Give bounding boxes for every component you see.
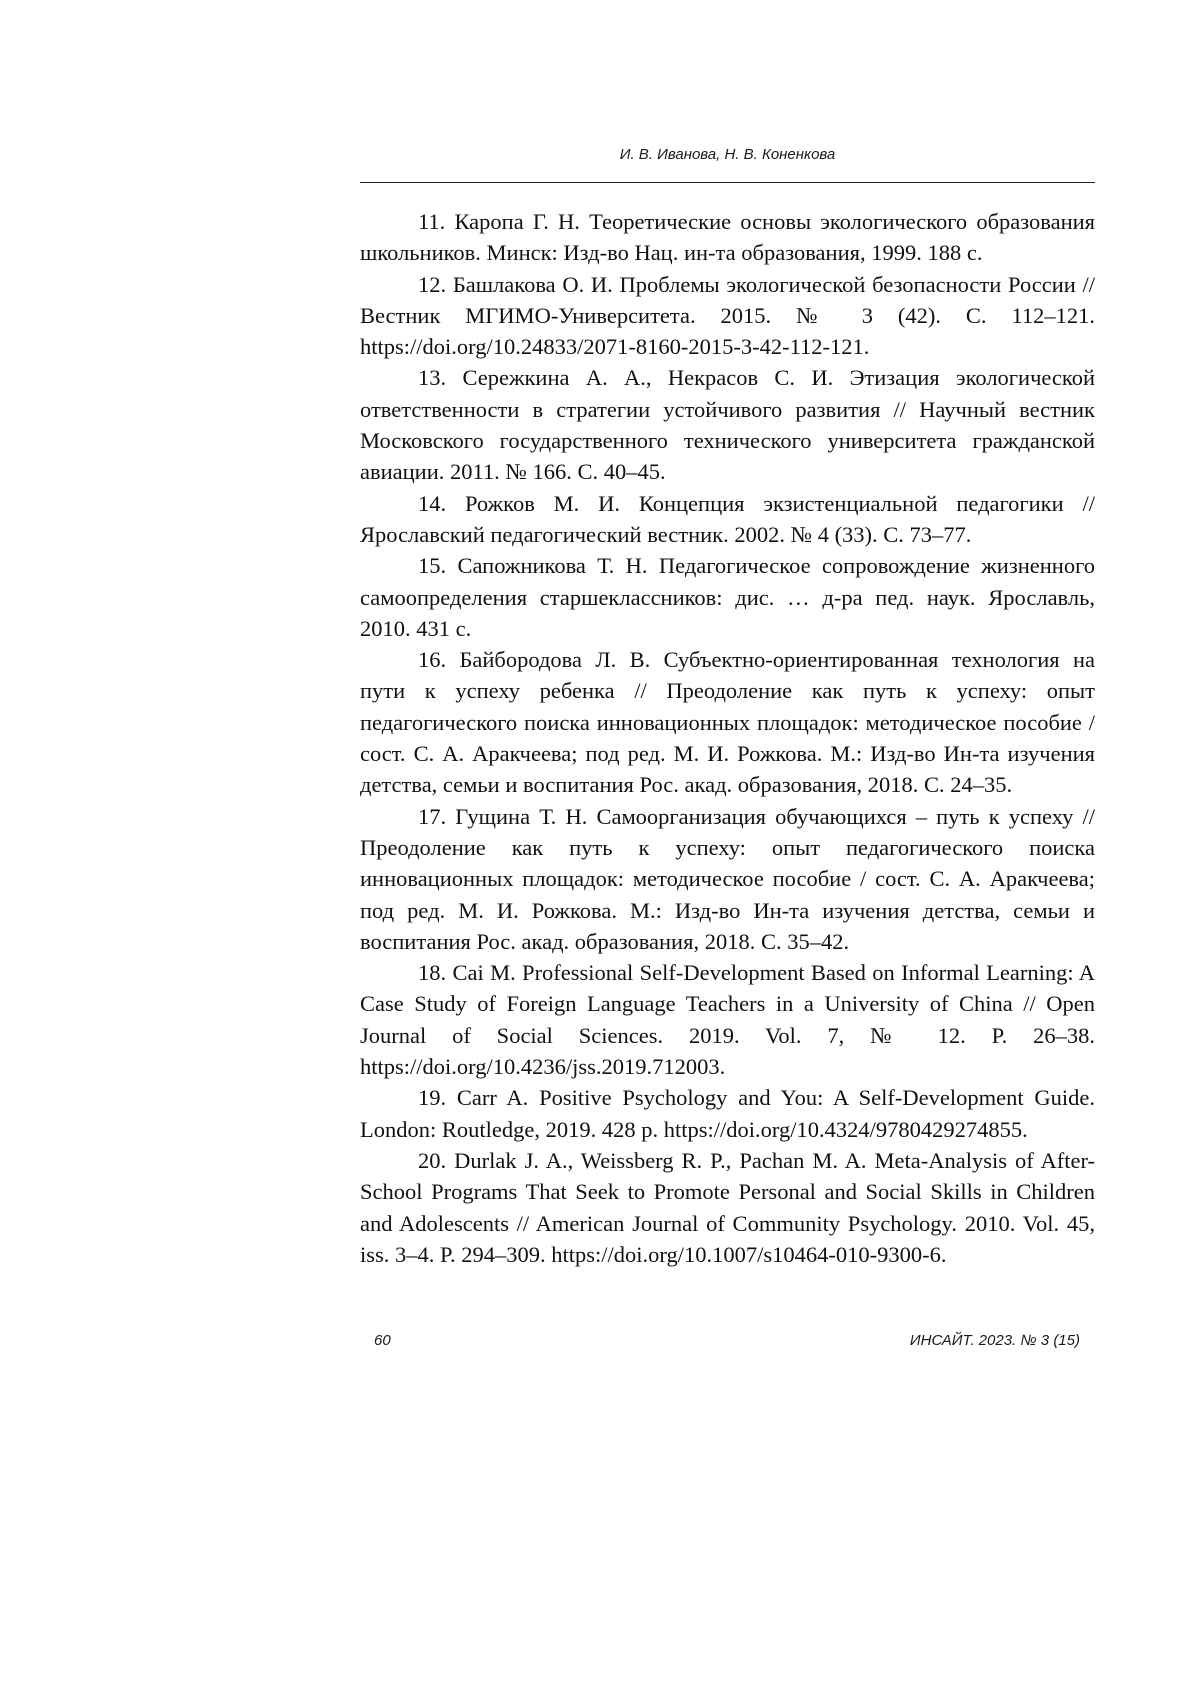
reference-item xyxy=(360,1082,1095,1145)
reference-number: 14. xyxy=(418,490,447,516)
reference-item xyxy=(360,362,1095,487)
reference-text: Durlak J. A., Weissberg R. P., Pachan M. A. Meta-Analysis of After-School Programs That Seek to Promote Personal and Social Skills in Children and Adolescents // American Journal of Community Psychology. 2010. Vol. 45, iss. 3–4. P. 294–309. https://doi.org/10.1007/s10464-010-9300-6. xyxy=(360,1147,1095,1267)
running-head-authors: И. В. Иванова, Н. В. Коненкова xyxy=(619,146,836,163)
reference-item xyxy=(360,206,1095,269)
reference-text: Рожков М. И. Концепция экзистенциальной педагогики // Ярославский педагогический вестник. 2002. № 4 (33). С. 73–77. xyxy=(360,490,1095,547)
reference-number: 20. xyxy=(418,1147,447,1173)
journal-issue: ИНСАЙТ. 2023. № 3 (15) xyxy=(909,1332,1080,1349)
reference-number: 17. xyxy=(418,803,447,829)
reference-text: Carr A. Positive Psychology and You: A Self-Development Guide. London: Routledge, 2019. 428 p. https://doi.org/10.4324/9780429274855. xyxy=(360,1085,1095,1142)
page-number: 60 xyxy=(374,1332,391,1349)
reference-item xyxy=(360,957,1095,1082)
reference-text: Cai M. Professional Self-Development Based on Informal Learning: A Case Study of Foreign Language Teachers in a University of China // Open Journal of Social Sciences. 2019. Vol. 7, № 12. P. 26–38. https://doi.org/10.4236/jss.2019.712003. xyxy=(360,960,1095,1080)
reference-item xyxy=(360,488,1095,551)
reference-item xyxy=(360,1145,1095,1270)
reference-number: 15. xyxy=(418,553,447,579)
reference-text: Башлакова О. И. Проблемы экологической безопасности России // Вестник МГИМО-Университета. 2015. № 3 (42). С. 112–121. https://doi.org/10.24833/2071-8160-2015-3-42-112-121. xyxy=(360,271,1096,360)
reference-number: 19. xyxy=(418,1085,447,1111)
reference-text: Байбородова Л. В. Субъектно-ориентированная технология на пути к успеху ребенка // Преодоление как путь к успеху: опыт педагогического поиска инновационных площадок: методическое пособие / сост. С. А. Аракчеева; под ред. М. И. Рожкова. М.: Изд-во Ин-та изучения детства, семьи и воспитания Рос. акад. образования, 2018. С. 24–35. xyxy=(360,647,1095,798)
reference-text: Гущина Т. Н. Самоорганизация обучающихся – путь к успеху // Преодоление как путь к успеху: опыт педагогического поиска инновационных площадок: методическое пособие / сост. С. А. Аракчеева; под ред. М. И. Рожкова. М.: Изд-во Ин-та изучения детства, семьи и воспитания Рос. акад. образования, 2018. С. 35–42. xyxy=(360,803,1096,954)
reference-item xyxy=(360,644,1095,800)
reference-item xyxy=(360,550,1095,644)
reference-text: Каропа Г. Н. Теоретические основы экологического образования школьников. Минск: Изд-во Нац. ин-та образования, 1999. 188 с. xyxy=(360,209,1096,266)
reference-text: Сапожникова Т. Н. Педагогическое сопровождение жизненного самоопределения старшеклассников: дис. … д-ра пед. наук. Ярославль, 2010. 431 с. xyxy=(360,553,1095,641)
reference-text: Сережкина А. А., Некрасов С. И. Этизация экологической ответственности в стратегии устойчивого развития // Научный вестник Московского государственного технического университета гражданской авиации. 2011. № 166. С. 40–45. xyxy=(360,365,1095,485)
header-divider xyxy=(360,182,1095,183)
reference-number: 13. xyxy=(418,365,447,391)
reference-item xyxy=(360,801,1095,957)
reference-number: 12. xyxy=(418,271,447,297)
reference-number: 16. xyxy=(418,647,447,673)
reference-item xyxy=(360,269,1095,363)
reference-number: 18. xyxy=(418,960,447,986)
reference-list xyxy=(360,206,1095,1270)
reference-number: 11. xyxy=(418,209,446,234)
